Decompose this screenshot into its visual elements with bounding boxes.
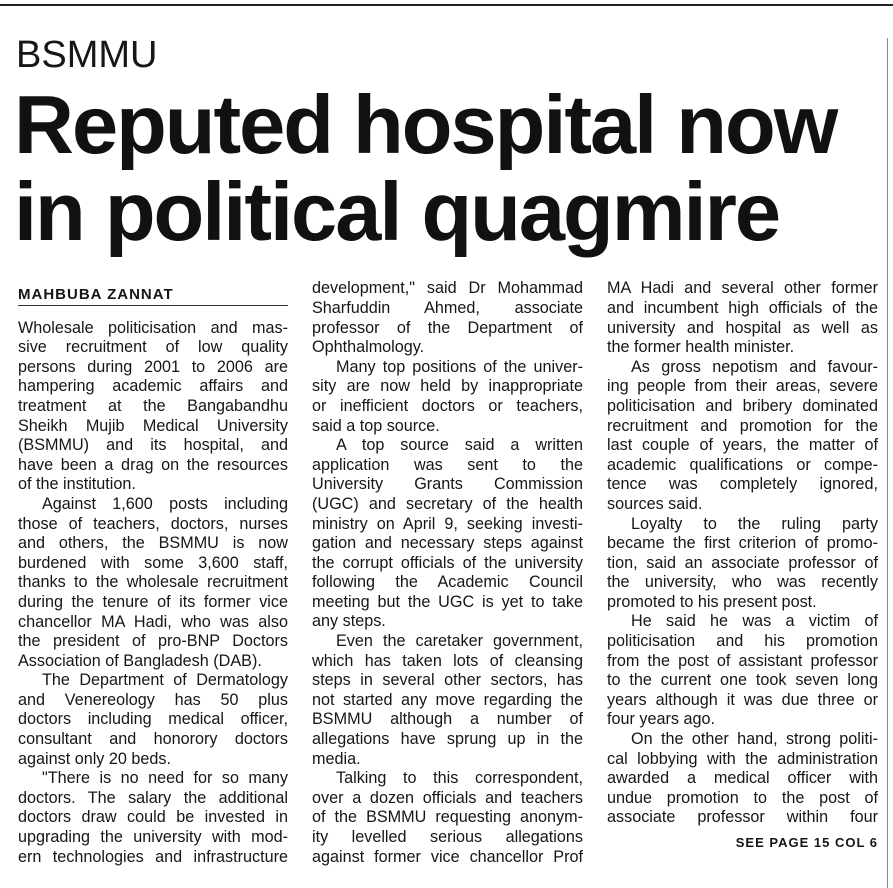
article-line: MA Hadi and several other former bbox=[607, 279, 878, 298]
article-paragraph bbox=[312, 769, 583, 867]
article-line: over a dozen officials and teachers bbox=[312, 788, 583, 807]
article-line: Ophthalmology. bbox=[312, 338, 425, 357]
article-line: against only 20 beds. bbox=[18, 749, 171, 768]
byline-rule bbox=[18, 305, 288, 306]
article-column-1 bbox=[18, 319, 288, 868]
article-line: University Grants Commission bbox=[312, 475, 583, 494]
article-line: politicisation and bribery dominated bbox=[607, 396, 878, 415]
article-line: promoted to his present post. bbox=[607, 592, 817, 611]
article-line: chancellor MA Hadi, who was also bbox=[18, 612, 288, 631]
article-line: from the post of assistant professor bbox=[607, 651, 878, 670]
continuation-jump: SEE PAGE 15 COL 6 bbox=[735, 835, 878, 850]
article-line: BSMMU although a number of bbox=[312, 710, 583, 729]
article-line: which has taken lots of cleansing bbox=[312, 651, 583, 670]
article-paragraph bbox=[607, 358, 878, 515]
article-paragraph bbox=[18, 671, 288, 769]
article-line: "There is no need for so many bbox=[42, 769, 288, 788]
article-line: have been a drag on the resources bbox=[18, 455, 288, 474]
article-line: during the tenure of its former vice bbox=[18, 592, 288, 611]
article-line: years although it was due three or bbox=[607, 690, 878, 709]
article-line: Even the caretaker government, bbox=[336, 632, 583, 651]
article-paragraph bbox=[18, 319, 288, 495]
article-line: and incumbent high officials of the bbox=[607, 298, 878, 317]
article-line: or inefficient doctors or teachers, bbox=[312, 396, 583, 415]
article-line: sive recruitment of low quality bbox=[18, 338, 288, 357]
article-line: hampering academic affairs and bbox=[18, 377, 288, 396]
article-line: became the first criterion of promo- bbox=[607, 534, 878, 553]
article-line: said a top source. bbox=[312, 416, 440, 435]
article-line: politicisation and his promotion bbox=[607, 632, 878, 651]
article-line: sity are now held by inappropriate bbox=[312, 377, 583, 396]
article-column-3 bbox=[607, 279, 878, 828]
article-paragraph bbox=[607, 612, 878, 730]
article-line: allegations have sprung up in the bbox=[312, 730, 583, 749]
article-line: thanks to the wholesale recruitment bbox=[18, 573, 288, 592]
article-line: the president of pro-BNP Doctors bbox=[18, 632, 288, 651]
article-line: last couple of years, the matter of bbox=[607, 436, 878, 455]
article-line: burdened with some 3,600 staff, bbox=[18, 553, 288, 572]
article-paragraph bbox=[312, 358, 583, 436]
article-line: Loyalty to the ruling party bbox=[631, 514, 878, 533]
article-line: Sharfuddin Ahmed, associate bbox=[312, 298, 583, 317]
headline-line-2: in political quagmire bbox=[14, 165, 780, 258]
article-line: ing people from their areas, severe bbox=[607, 377, 878, 396]
article-line: following the Academic Council bbox=[312, 573, 583, 592]
article-line: tence was completely ignored, bbox=[607, 475, 878, 494]
article-line: meeting but the UGC is yet to take bbox=[312, 592, 583, 611]
article-line: the corrupt officials of the university bbox=[312, 553, 583, 572]
article-paragraph bbox=[18, 495, 288, 671]
article-line: Sheikh Mujib Medical University bbox=[18, 416, 288, 435]
article-line: doctors. The salary the additional bbox=[18, 788, 288, 807]
article-line: and others, the BSMMU is now bbox=[18, 534, 288, 553]
article-line: any steps. bbox=[312, 612, 386, 631]
article-line: professor of the Department of bbox=[312, 318, 583, 337]
article-line: those of teachers, doctors, nurses bbox=[18, 514, 288, 533]
article-line: tion, said an associate professor of bbox=[607, 553, 878, 572]
article-line: cal lobbying with the administration bbox=[607, 749, 878, 768]
article-line: upgrading the university with mod- bbox=[18, 828, 288, 847]
article-line: The Department of Dermatology bbox=[42, 671, 288, 690]
article-line: ity levelled serious allegations bbox=[312, 828, 583, 847]
article-line: As gross nepotism and favour- bbox=[631, 357, 878, 376]
article-line: treatment at the Bangabandhu bbox=[18, 396, 288, 415]
article-line: university and hospital as well as bbox=[607, 318, 878, 337]
article-line: of the BSMMU requesting anonym- bbox=[312, 808, 583, 827]
article-line: Against 1,600 posts including bbox=[42, 494, 288, 513]
article-line: (UGC) and secretary of the health bbox=[312, 494, 583, 513]
article-paragraph bbox=[607, 279, 878, 357]
article-line: of the institution. bbox=[18, 475, 136, 494]
article-line: associate professor within four bbox=[607, 808, 878, 827]
article-line: media. bbox=[312, 749, 361, 768]
top-rule bbox=[0, 4, 893, 6]
article-line: persons during 2001 to 2006 are bbox=[18, 357, 288, 376]
article-line: undue promotion to the post of bbox=[607, 788, 878, 807]
article-line: Talking to this correspondent, bbox=[336, 769, 583, 788]
article-line: sources said. bbox=[607, 494, 703, 513]
article-line: awarded a medical officer with bbox=[607, 769, 878, 788]
article-line: A top source said a written bbox=[336, 436, 583, 455]
article-paragraph bbox=[312, 279, 583, 357]
article-line: application was sent to the bbox=[312, 455, 583, 474]
section-kicker: BSMMU bbox=[16, 34, 158, 76]
article-paragraph bbox=[607, 730, 878, 828]
article-line: Many top positions of the univer- bbox=[336, 357, 583, 376]
article-line: (BSMMU) and its hospital, and bbox=[18, 436, 288, 455]
article-line: Association of Bangladesh (DAB). bbox=[18, 651, 262, 670]
article-line: doctors draw could be invested in bbox=[18, 808, 288, 827]
byline: MAHBUBA ZANNAT bbox=[18, 286, 174, 303]
headline-line-1: Reputed hospital now bbox=[14, 78, 837, 171]
article-line: and Venereology has 50 plus bbox=[18, 690, 288, 709]
article-line: gation and necessary steps against bbox=[312, 534, 583, 553]
page-edge-rule bbox=[887, 38, 888, 888]
article-line: ern technologies and infrastructure bbox=[18, 847, 288, 866]
article-line: development," said Dr Mohammad bbox=[312, 279, 583, 298]
article-paragraph bbox=[312, 632, 583, 769]
article-line: He said he was a victim of bbox=[631, 612, 878, 631]
article-line: to the current one took seven long bbox=[607, 671, 878, 690]
article-line: doctors including medical officer, bbox=[18, 710, 288, 729]
article-line: Wholesale politicisation and mas- bbox=[18, 318, 288, 337]
article-line: the university, who was recently bbox=[607, 573, 878, 592]
article-paragraph bbox=[607, 515, 878, 613]
article-line: academic qualifications or compe- bbox=[607, 455, 878, 474]
article-line: four years ago. bbox=[607, 710, 715, 729]
article-line: the former health minister. bbox=[607, 338, 795, 357]
article-line: not started any move regarding the bbox=[312, 690, 583, 709]
article-paragraph bbox=[18, 769, 288, 867]
article-line: recruitment and promotion for the bbox=[607, 416, 878, 435]
article-line: ministry on April 9, seeking investi- bbox=[312, 514, 583, 533]
article-line: On the other hand, strong politi- bbox=[631, 730, 878, 749]
article-line: against former vice chancellor Prof bbox=[312, 847, 583, 866]
article-paragraph bbox=[312, 436, 583, 632]
article-column-2 bbox=[312, 279, 583, 867]
article-line: consultant and honorory doctors bbox=[18, 730, 288, 749]
article-line: steps in several other sectors, has bbox=[312, 671, 583, 690]
